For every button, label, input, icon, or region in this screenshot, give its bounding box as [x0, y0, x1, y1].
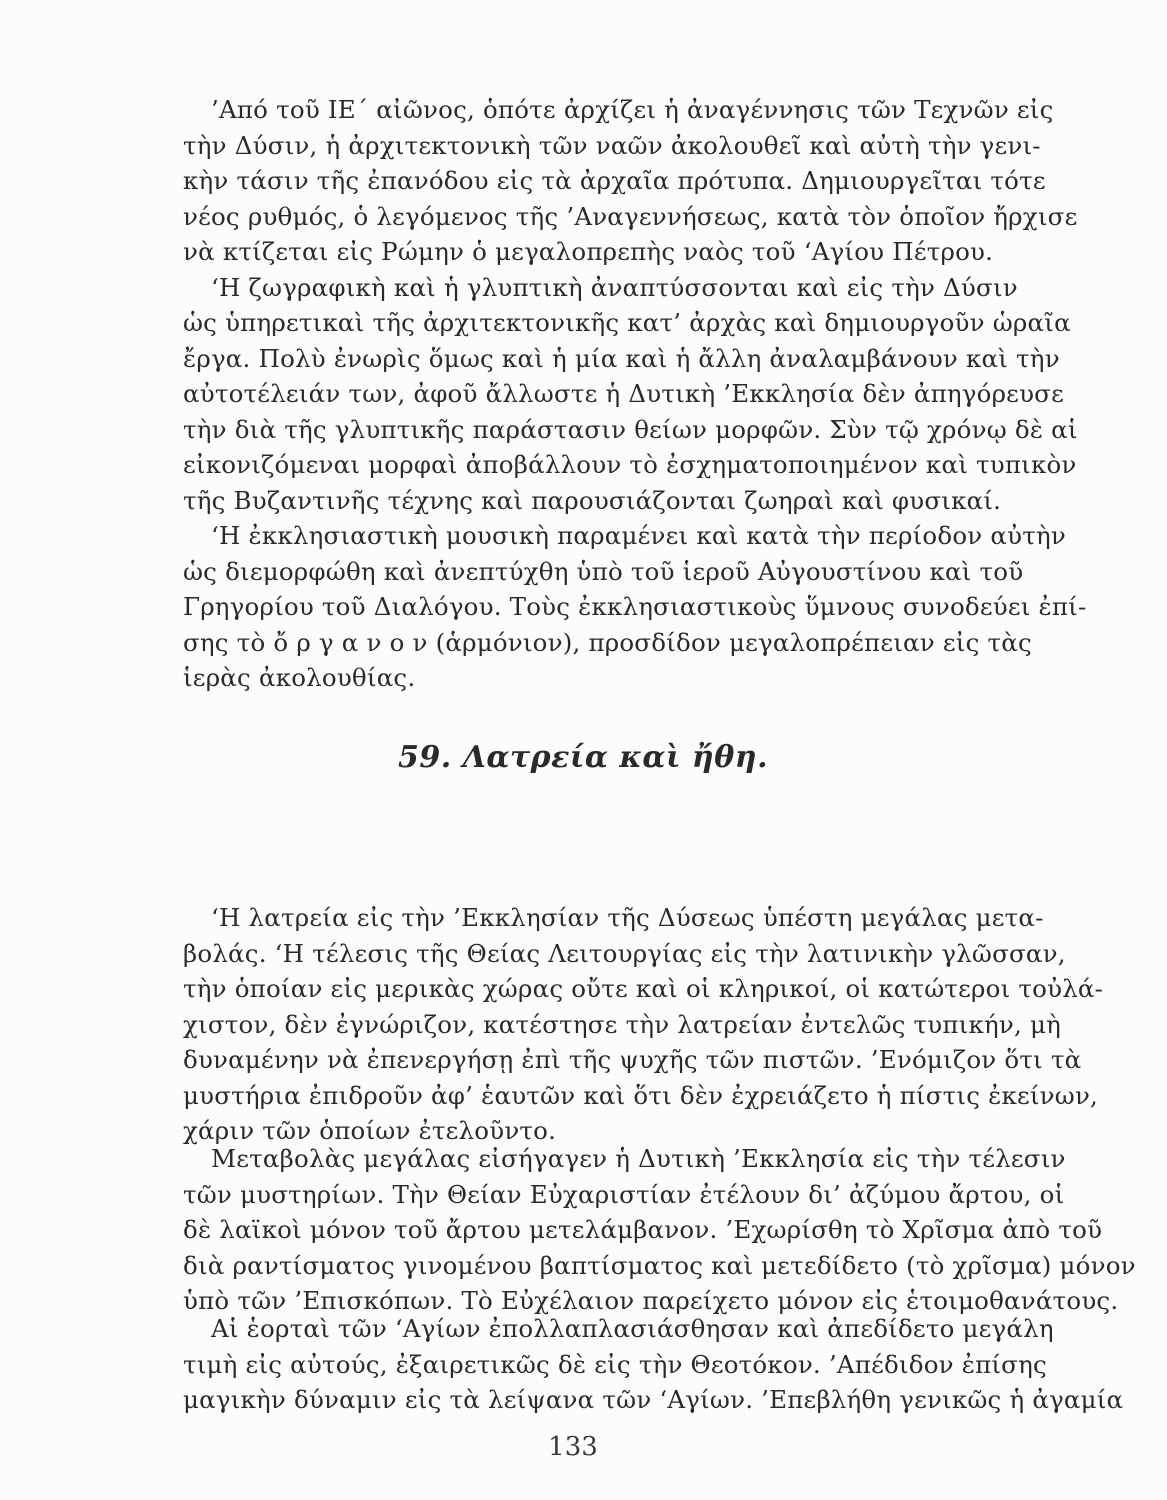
text-line: χάριν τῶν ὁποίων ἐτελοῦντο.: [183, 1116, 557, 1145]
text-line: ἱερὰς ἀκολουθίας.: [183, 663, 416, 692]
text-line: τὴν Δύσιν, ἡ ἀρχιτεκτονικὴ τῶν ναῶν ἀκολουθεῖ καὶ αὐτὴ τὴν γενι-: [183, 130, 1041, 160]
text-line: ὡς ὑπηρετικαὶ τῆς ἀρχιτεκτονικῆς κατ’ ἀρχὰς καὶ δημιουργοῦν ὡραῖα: [183, 308, 1071, 337]
section-text-2-paragraph-3: [183, 1311, 1124, 1418]
text-line: τῆς Βυζαντινῆς τέχνης καὶ παρουσιάζονται ζωηραὶ καὶ φυσικαί.: [183, 485, 1002, 515]
text-line: Γρηγορίου τοῦ Διαλόγου. Τοὺς ἐκκλησιαστικοὺς ὕμνους συνοδεύει ἐπί-: [183, 592, 1087, 621]
text-line: ὑπὸ τῶν ’Επισκόπων. Τὸ Εὐχέλαιον παρείχετο μόνον εἰς ἑτοιμοθανάτους.: [183, 1286, 1119, 1315]
section-text-2-paragraph-2: [183, 1141, 1136, 1319]
text-line: Αἱ ἑορταὶ τῶν ‘Αγίων ἐπολλαπλασιάσθησαν καὶ ἀπεδίδετο μεγάλη: [211, 1314, 1054, 1343]
text-line: τῶν μυστηρίων. Τὴν Θείαν Εὐχαριστίαν ἐτέλουν δι’ ἀζύμου ἄρτου, οἱ: [183, 1179, 1065, 1209]
text-line: ἔργα. Πολὺ ἐνωρὶς ὅμως καὶ ἡ μία καὶ ἡ ἄλλη ἀναλαμβάνουν καὶ τὴν: [183, 343, 1060, 373]
text-line: κὴν τάσιν τῆς ἐπανόδου εἰς τὰ ἀρχαῖα πρότυπα. Δημιουργεῖται τότε: [183, 166, 1046, 195]
text-line: βολάς. ‘Η τέλεσις τῆς Θείας Λειτουργίας εἰς τὴν λατινικὴν γλῶσσαν,: [183, 938, 1066, 968]
text-line: τιμὴ εἰς αὐτούς, ἐξαιρετικῶς δὲ εἰς τὴν Θεοτόκον. ’Απέδιδον ἐπίσης: [183, 1349, 1047, 1379]
text-line: ’Από τοῦ ΙΕ΄ αἰῶνος, ὁπότε ἀρχίζει ἡ ἀναγέννησις τῶν Τεχνῶν εἰς: [211, 95, 1054, 124]
text-line: διὰ ραντίσματος γινομένου βαπτίσματος καὶ μετεδίδετο (τὸ χρῖσμα) μόνον: [183, 1250, 1136, 1280]
section-text-1: [183, 92, 1087, 696]
text-line: ‘Η ζωγραφικὴ καὶ ἡ γλυπτικὴ ἀναπτύσσονται καὶ εἰς τὴν Δύσιν: [211, 272, 1018, 302]
text-line: νέος ρυθμός, ὁ λεγόμενος τῆς ’Αναγεννήσεως, κατὰ τὸν ὁποῖον ἤρχισε: [183, 201, 1078, 231]
text-line: τὴν ὁποίαν εἰς μερικὰς χώρας οὔτε καὶ οἱ κληρικοί, οἱ κατώτεροι τοὐλά-: [183, 974, 1104, 1003]
text-line: μυστήρια ἐπιδροῦν ἀφ’ ἑαυτῶν καὶ ὅτι δὲν ἐχρειάζετο ἡ πίστις ἐκείνων,: [183, 1080, 1099, 1110]
text-line: δὲ λαϊκοὶ μόνον τοῦ ἄρτου μετελάμβανον. ’Εχωρίσθη τὸ Χρῖσμα ἀπὸ τοῦ: [183, 1215, 1103, 1244]
text-line: αὐτοτέλειάν των, ἀφοῦ ἄλλωστε ἡ Δυτικὴ ’Εκκλησία δὲν ἀπηγόρευσε: [183, 379, 1064, 408]
text-line: νὰ κτίζεται εἰς Ρώμην ὁ μεγαλοπρεπὴς ναὸς τοῦ ‘Αγίου Πέτρου.: [183, 237, 994, 266]
page-number: 133: [548, 1432, 598, 1462]
text-line: τὴν διὰ τῆς γλυπτικῆς παράστασιν θείων μορφῶν. Σὺν τῷ χρόνῳ δὲ αἱ: [183, 414, 1078, 444]
text-line: εἰκονιζόμεναι μορφαὶ ἀποβάλλουν τὸ ἐσχηματοποιημένον καὶ τυπικὸν: [183, 450, 1077, 479]
text-line: χιστον, δὲν ἐγνώριζον, κατέστησε τὴν λατρείαν ἐντελῶς τυπικήν, μὴ: [183, 1009, 1061, 1039]
book-page: [183, 92, 1136, 1462]
text-line: σης τὸ ὄ ρ γ α ν ο ν (ἁρμόνιον), προσδίδον μεγαλοπρέπειαν εἰς τὰς: [183, 627, 1032, 657]
text-line: μαγικὴν δύναμιν εἰς τὰ λείψανα τῶν ‘Αγίων. ’Επεβλήθη γενικῶς ἡ ἀγαμία: [183, 1385, 1124, 1414]
text-line: ‘Η ἐκκλησιαστικὴ μουσικὴ παραμένει καὶ κατὰ τὴν περίοδον αὐτὴν: [211, 521, 1066, 550]
text-line: δυναμένην νὰ ἐπενεργήσῃ ἐπὶ τῆς ψυχῆς τῶν πιστῶν. ’Ενόμιζον ὅτι τὰ: [183, 1045, 1082, 1074]
text-line: ‘Η λατρεία εἰς τὴν ’Εκκλησίαν τῆς Δύσεως ὑπέστη μεγάλας μετα-: [211, 903, 1044, 932]
text-line: ὡς διεμορφώθη καὶ ἀνεπτύχθη ὑπὸ τοῦ ἱεροῦ Αὐγουστίνου καὶ τοῦ: [183, 556, 1024, 586]
section-text-2-paragraph-1: [183, 900, 1104, 1149]
section-heading: 59. Λατρεία καὶ ἤθη.: [397, 740, 769, 775]
text-line: Μεταβολὰς μεγάλας εἰσήγαγεν ἡ Δυτικὴ ’Εκκλησία εἰς τὴν τέλεσιν: [211, 1144, 1066, 1173]
